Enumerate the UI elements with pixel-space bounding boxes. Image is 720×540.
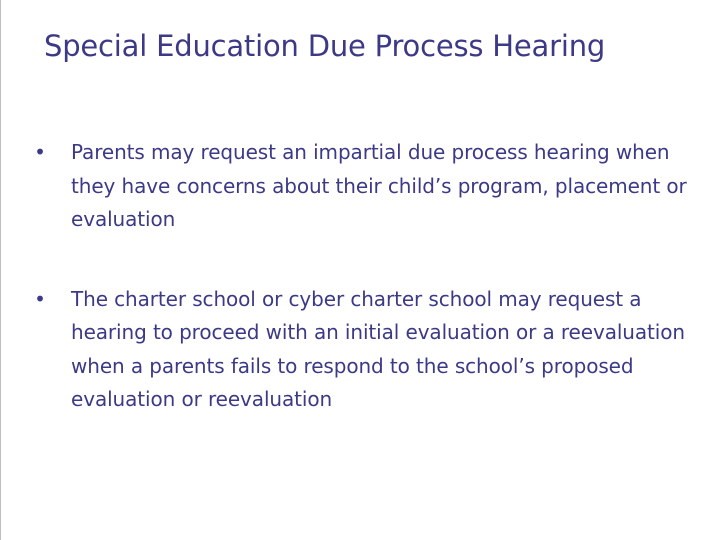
- bullet-list: [30, 136, 690, 463]
- bullet-text: The charter school or cyber charter school may request a hearing to proceed with an initial evaluation or a reevaluation when a parents fails to respond to the school’s proposed evaluation or reevaluation: [71, 286, 685, 411]
- bullet-item: [30, 136, 690, 237]
- slide-title: Special Education Due Process Hearing: [44, 29, 606, 63]
- bullet-marker-icon: •: [34, 140, 46, 164]
- bullet-text: Parents may request an impartial due process hearing when they have concerns about their child’s program, placement or evaluation: [71, 140, 687, 231]
- bullet-marker-icon: •: [34, 286, 46, 311]
- bullet-item: [30, 283, 690, 417]
- slide-left-edge: [0, 0, 1, 540]
